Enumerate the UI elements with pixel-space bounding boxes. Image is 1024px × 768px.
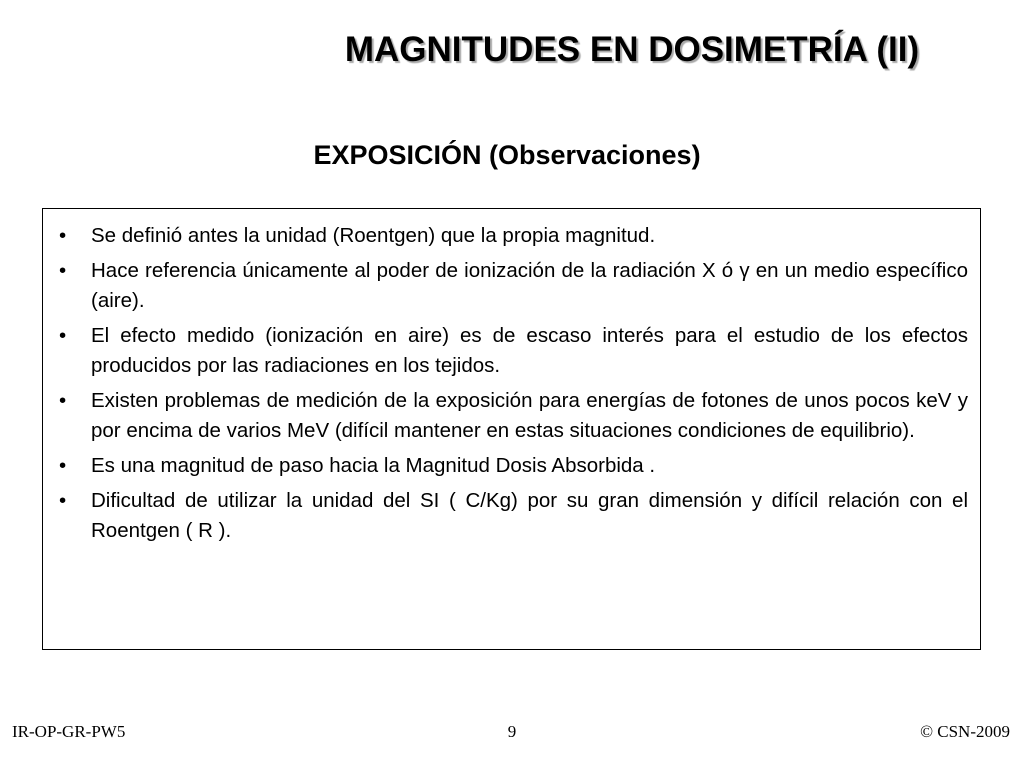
- bullet-icon: •: [59, 259, 67, 282]
- bullet-text: Existen problemas de medición de la exposición para energías de fotones de unos pocos keV y por encima de varios MeV (difícil mantener en estas situaciones condiciones de equilibrio).: [91, 389, 968, 442]
- section-subtitle: EXPOSICIÓN (Observaciones): [313, 140, 701, 170]
- bullet-item: [57, 256, 968, 316]
- footer-document-code: IR-OP-GR-PW5: [12, 722, 126, 741]
- slide-title: MAGNITUDES EN DOSIMETRÍA (II): [344, 30, 920, 69]
- bullet-icon: •: [59, 389, 67, 412]
- bullet-item: [57, 486, 968, 546]
- bullet-list: [43, 209, 980, 546]
- bullet-text: Se definió antes la unidad (Roentgen) que la propia magnitud.: [91, 224, 656, 247]
- bullet-item: [57, 386, 968, 446]
- bullet-icon: •: [59, 454, 67, 477]
- bullet-item: [57, 451, 968, 481]
- bullet-icon: •: [59, 489, 67, 512]
- bullet-text: El efecto medido (ionización en aire) es de escaso interés para el estudio de los efectos producidos por las radiaciones en los tejidos.: [91, 324, 968, 377]
- bullet-text: Es una magnitud de paso hacia la Magnitud Dosis Absorbida .: [91, 454, 656, 477]
- bullet-item: [57, 321, 968, 381]
- footer-page-number: 9: [507, 722, 517, 741]
- content-box: [42, 208, 981, 650]
- footer-copyright: © CSN-2009: [920, 722, 1010, 741]
- bullet-icon: •: [59, 224, 67, 247]
- bullet-icon: •: [59, 324, 67, 347]
- bullet-item: [57, 221, 968, 251]
- bullet-text: Hace referencia únicamente al poder de ionización de la radiación X ó γ en un medio específico (aire).: [91, 259, 968, 312]
- bullet-text: Dificultad de utilizar la unidad del SI ( C/Kg) por su gran dimensión y difícil relación con el Roentgen ( R ).: [91, 489, 968, 542]
